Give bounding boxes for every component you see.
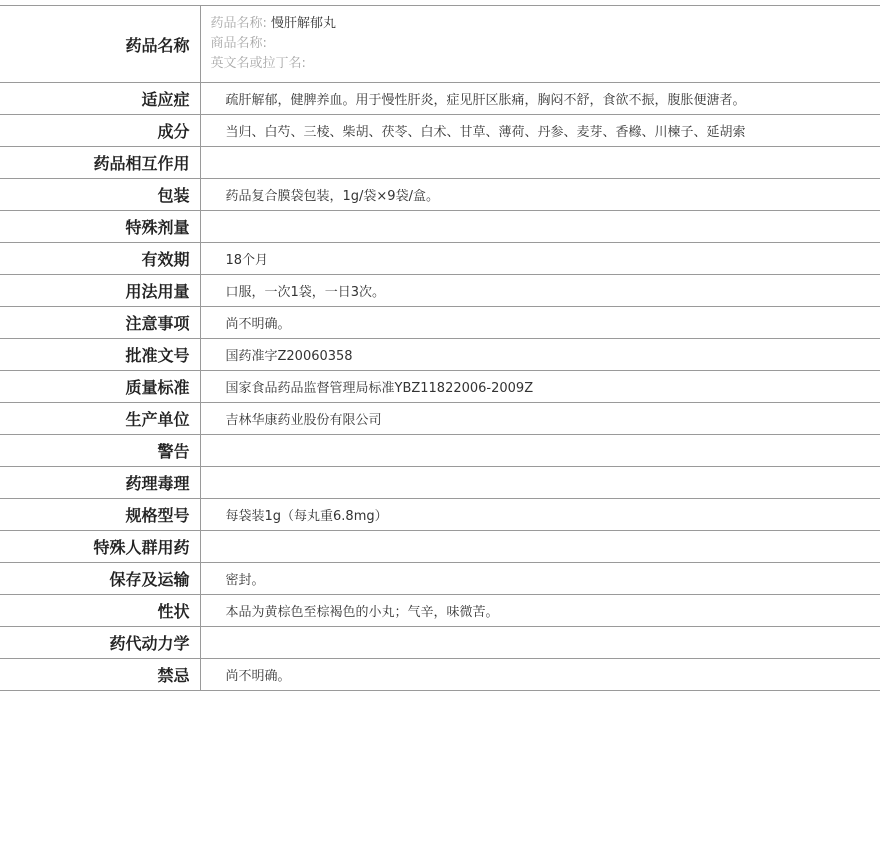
drug-name-row — [0, 6, 880, 83]
table-row — [0, 435, 880, 467]
table-row — [0, 179, 880, 211]
row-value: 国家食品药品监督管理局标准YBZ11822006-2009Z — [225, 381, 534, 396]
row-value: 尚不明确。 — [225, 669, 291, 684]
table-row — [0, 467, 880, 499]
row-value — [200, 531, 880, 563]
row-value: 疏肝解郁，健脾养血。用于慢性肝炎，症见肝区胀痛，胸闷不舒，食欲不振，腹胀便溏者。 — [225, 93, 746, 108]
row-label: 生产单位 — [0, 403, 200, 435]
table-row — [0, 659, 880, 691]
row-label: 特殊剂量 — [0, 211, 200, 243]
table-row — [0, 83, 880, 115]
row-value: 本品为黄棕色至棕褐色的小丸；气辛，味微苦。 — [225, 605, 499, 620]
row-value — [200, 627, 880, 659]
drug-info-table-body — [0, 6, 880, 691]
table-row — [0, 627, 880, 659]
table-row — [0, 595, 880, 627]
table-row — [0, 307, 880, 339]
row-value: 口服，一次1袋，一日3次。 — [225, 285, 386, 300]
row-label: 包装 — [0, 179, 200, 211]
row-label: 药代动力学 — [0, 627, 200, 659]
row-label: 禁忌 — [0, 659, 200, 691]
table-row — [0, 211, 880, 243]
trade-name-line — [211, 34, 880, 54]
row-value: 尚不明确。 — [225, 317, 291, 332]
row-label: 批准文号 — [0, 339, 200, 371]
table-row — [0, 147, 880, 179]
row-label: 有效期 — [0, 243, 200, 275]
table-row — [0, 275, 880, 307]
drug-info-table — [0, 5, 880, 691]
table-row — [0, 243, 880, 275]
drug-name-cell — [200, 6, 880, 83]
table-row — [0, 563, 880, 595]
row-label: 特殊人群用药 — [0, 531, 200, 563]
row-label: 质量标准 — [0, 371, 200, 403]
latin-name-label: 英文名或拉丁名: — [210, 56, 306, 71]
drug-name-header: 药品名称 — [0, 6, 200, 83]
generic-name-value: 慢肝解郁丸 — [271, 16, 337, 31]
row-label: 用法用量 — [0, 275, 200, 307]
table-row — [0, 531, 880, 563]
row-value — [200, 467, 880, 499]
generic-name-label: 药品名称: — [210, 16, 267, 31]
row-label: 药品相互作用 — [0, 147, 200, 179]
latin-name-line — [211, 54, 880, 74]
row-value — [200, 147, 880, 179]
row-value — [200, 211, 880, 243]
row-value: 吉林华康药业股份有限公司 — [225, 413, 382, 428]
row-label: 药理毒理 — [0, 467, 200, 499]
row-value: 当归、白芍、三棱、柴胡、茯苓、白术、甘草、薄荷、丹参、麦芽、香橼、川楝子、延胡索 — [225, 125, 746, 140]
row-label: 保存及运输 — [0, 563, 200, 595]
table-row — [0, 115, 880, 147]
row-label: 注意事项 — [0, 307, 200, 339]
table-row — [0, 371, 880, 403]
table-row — [0, 339, 880, 371]
row-label: 适应症 — [0, 83, 200, 115]
row-label: 成分 — [0, 115, 200, 147]
row-label: 警告 — [0, 435, 200, 467]
row-label: 性状 — [0, 595, 200, 627]
row-value: 18个月 — [225, 253, 269, 268]
row-value: 密封。 — [225, 573, 265, 588]
table-row — [0, 403, 880, 435]
table-row — [0, 499, 880, 531]
row-value: 国药准字Z20060358 — [225, 349, 353, 364]
row-value: 药品复合膜袋包装，1g/袋×9袋/盒。 — [225, 189, 439, 204]
row-label: 规格型号 — [0, 499, 200, 531]
trade-name-label: 商品名称: — [210, 36, 267, 51]
generic-name-line — [211, 14, 880, 34]
row-value: 每袋装1g（每丸重6.8mg） — [225, 509, 388, 524]
row-value — [200, 435, 880, 467]
